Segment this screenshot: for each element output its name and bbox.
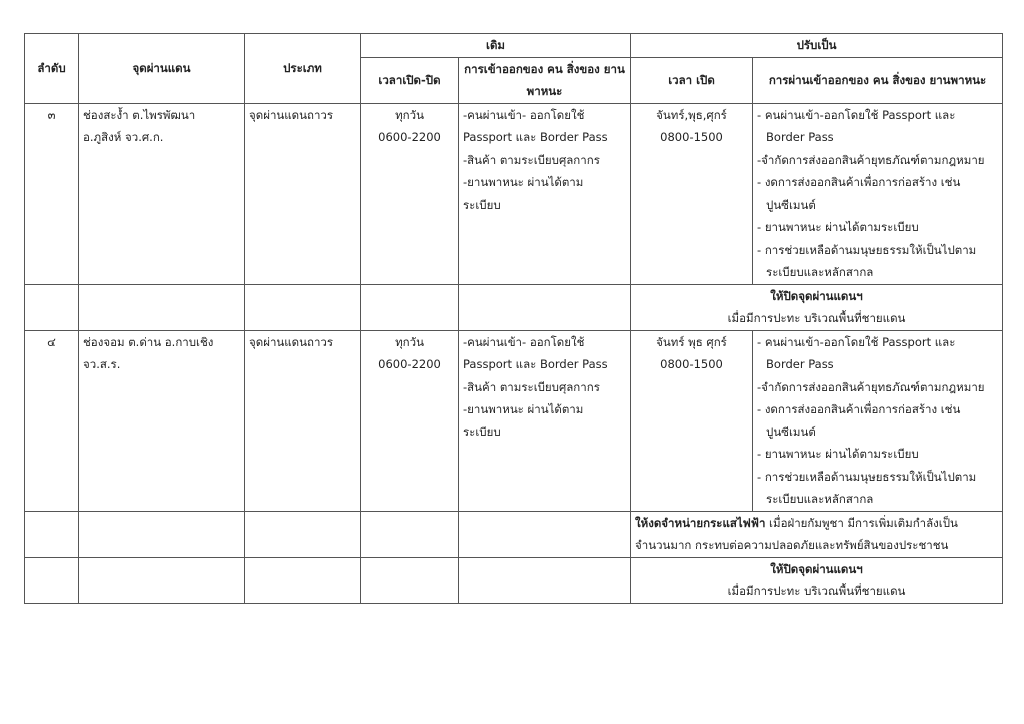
new-rule-line: ปูนซีเมนต์ (766, 197, 816, 212)
header-checkpoint: จุดผ่านแดน (79, 34, 245, 104)
row-old-time (361, 330, 459, 511)
checkpoint-table (24, 33, 1003, 604)
power-note-rest: เมื่อฝ่ายกัมพูชา มีการเพิ่มเติมกำลังเป็น (765, 515, 958, 530)
table-row-note (25, 284, 1003, 330)
row-new-time (631, 103, 753, 284)
row-order: ๓ (25, 103, 79, 284)
checkpoint-line: ช่องสะง้ำ ต.ไพรพัฒนา (83, 107, 196, 122)
new-rule-line: - การช่วยเหลือด้านมนุษยธรรมให้เป็นไปตาม (757, 242, 977, 257)
new-rule-line: - คนผ่านเข้า-ออกโดยใช้ Passport และ (757, 334, 956, 349)
close-note-reason: เมื่อมีการปะทะ บริเวณพื้นที่ชายแดน (727, 311, 906, 325)
row-new-crossing (753, 103, 1003, 284)
header-new-time: เวลา เปิด (631, 57, 753, 103)
new-rule-line: Border Pass (766, 357, 834, 371)
old-rule-line: -ยานพาหนะ ผ่านได้ตาม (463, 175, 584, 189)
new-rule-line: ระเบียบและหลักสากล (766, 265, 874, 279)
row-order: ๔ (25, 330, 79, 511)
new-rule-line: - ยานพาหนะ ผ่านได้ตามระเบียบ (757, 220, 919, 234)
new-rule-line: ระเบียบและหลักสากล (766, 492, 874, 506)
checkpoint-line: อ.ภูสิงห์ จว.ศ.ก. (83, 130, 164, 144)
old-rule-line: -สินค้า ตามระเบียบศุลกากร (463, 379, 600, 394)
table-row-note (25, 557, 1003, 603)
close-note-title: ให้ปิดจุดผ่านแดนฯ (770, 561, 863, 576)
power-note-bold: ให้งดจำหน่ายกระแสไฟฟ้า (635, 515, 766, 530)
power-note (631, 511, 1003, 557)
table-row-note (25, 511, 1003, 557)
old-days: ทุกวัน (395, 334, 424, 349)
old-rule-line: -คนผ่านเข้า- ออกโดยใช้ (463, 107, 585, 122)
old-rule-line: -คนผ่านเข้า- ออกโดยใช้ (463, 334, 585, 349)
old-days: ทุกวัน (395, 107, 424, 122)
header-new-crossing: การผ่านเข้าออกของ คน สิ่งของ ยานพาหนะ (753, 57, 1003, 103)
old-rule-line: Passport และ Border Pass (463, 357, 608, 371)
new-rule-line: -จำกัดการส่งออกสินค้ายุทธภัณฑ์ตามกฎหมาย (757, 379, 985, 394)
row-old-time (361, 103, 459, 284)
new-hours: 0800-1500 (660, 130, 723, 144)
old-rule-line: -สินค้า ตามระเบียบศุลกากร (463, 152, 600, 167)
checkpoint-line: จว.ส.ร. (83, 357, 121, 371)
new-rule-line: Border Pass (766, 130, 834, 144)
new-rule-line: ปูนซีเมนต์ (766, 424, 816, 439)
row-type: จุดผ่านแดนถาวร (245, 103, 361, 284)
checkpoint-line: ช่องจอม ต.ด่าน อ.กาบเชิง (83, 334, 214, 349)
new-days: จันทร์ พุธ ศุกร์ (656, 334, 727, 349)
power-note-line-2: จำนวนมาก กระทบต่อความปลอดภัยและทรัพย์สินของประชาชน (635, 538, 949, 552)
header-type: ประเภท (245, 34, 361, 104)
close-note-reason: เมื่อมีการปะทะ บริเวณพื้นที่ชายแดน (727, 584, 906, 598)
old-hours: 0600-2200 (378, 357, 441, 371)
close-note (631, 284, 1003, 330)
row-old-crossing (459, 330, 631, 511)
old-rule-line: -ยานพาหนะ ผ่านได้ตาม (463, 402, 584, 416)
row-old-crossing (459, 103, 631, 284)
old-hours: 0600-2200 (378, 130, 441, 144)
row-new-crossing (753, 330, 1003, 511)
header-old-crossing: การเข้าออกของ คน สิ่งของ ยานพาหนะ (459, 57, 631, 103)
new-rule-line: -จำกัดการส่งออกสินค้ายุทธภัณฑ์ตามกฎหมาย (757, 152, 985, 167)
row-new-time (631, 330, 753, 511)
old-rule-line: Passport และ Border Pass (463, 130, 608, 144)
table-row (25, 103, 1003, 284)
header-group-old: เดิม (361, 34, 631, 58)
new-hours: 0800-1500 (660, 357, 723, 371)
old-rule-line: ระเบียบ (463, 424, 501, 439)
header-group-new: ปรับเป็น (631, 34, 1003, 58)
old-rule-line: ระเบียบ (463, 197, 501, 212)
new-rule-line: - ยานพาหนะ ผ่านได้ตามระเบียบ (757, 447, 919, 461)
row-checkpoint (79, 330, 245, 511)
new-rule-line: - การช่วยเหลือด้านมนุษยธรรมให้เป็นไปตาม (757, 469, 977, 484)
new-rule-line: - งดการส่งออกสินค้าเพื่อการก่อสร้าง เช่น (757, 175, 961, 189)
close-note (631, 557, 1003, 603)
header-old-time: เวลาเปิด-ปิด (361, 57, 459, 103)
row-type: จุดผ่านแดนถาวร (245, 330, 361, 511)
new-rule-line: - งดการส่งออกสินค้าเพื่อการก่อสร้าง เช่น (757, 402, 961, 416)
header-order: ลำดับ (25, 34, 79, 104)
new-days: จันทร์,พุธ,ศุกร์ (656, 107, 727, 122)
row-checkpoint (79, 103, 245, 284)
close-note-title: ให้ปิดจุดผ่านแดนฯ (770, 288, 863, 303)
new-rule-line: - คนผ่านเข้า-ออกโดยใช้ Passport และ (757, 107, 956, 122)
power-note-line-1 (635, 512, 998, 535)
table-row (25, 330, 1003, 511)
